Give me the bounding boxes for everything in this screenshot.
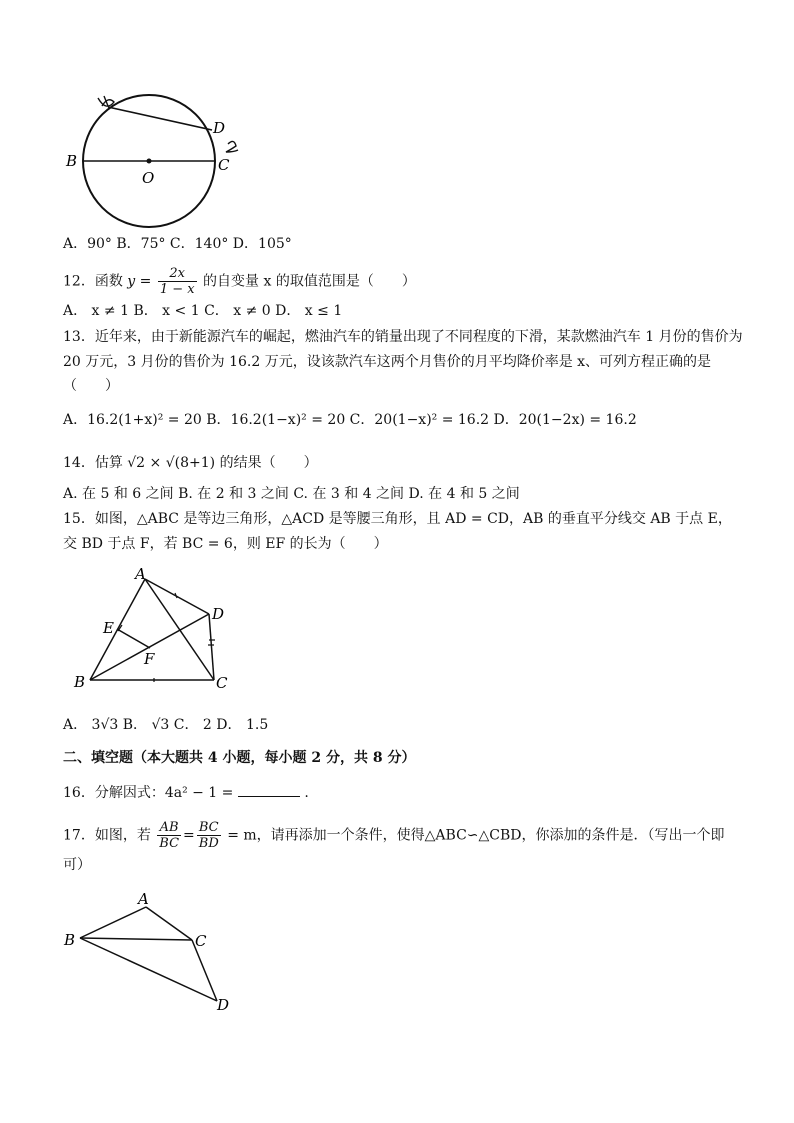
q16-answer-blank[interactable] <box>238 782 300 797</box>
q17-f1-num: AB <box>157 820 181 836</box>
q17-prefix: 17．如图，若 <box>63 827 151 844</box>
segment-DC <box>209 614 214 680</box>
q17-f2-den: BD <box>198 836 219 851</box>
label-A: A <box>138 890 149 908</box>
scribble-mark-right <box>226 141 238 152</box>
label-B: B <box>66 152 78 170</box>
scribble-mark <box>98 96 114 106</box>
label-E: E <box>103 619 114 637</box>
label-D: D <box>217 996 230 1014</box>
chord-AD <box>108 107 212 130</box>
q13-line3: （ ） <box>63 378 119 394</box>
q17-triangle-figure <box>60 890 240 1015</box>
section-2-title: 二、填空题（本大题共 4 小题，每小题 2 分，共 8 分） <box>63 750 416 766</box>
label-C: C <box>195 932 207 950</box>
q17-fraction-1 <box>157 820 181 851</box>
q17-f1-den: BC <box>159 836 180 851</box>
label-F: F <box>144 650 155 668</box>
q15-triangle-figure <box>70 565 245 695</box>
q13-line1: 13．近年来，由于新能源汽车的崛起，燃油汽车的销量出现了不同程度的下滑，某款燃油汽车 1 月份的售价为 <box>63 329 743 345</box>
q12-fraction-num: 2x <box>158 266 197 282</box>
label-D: D <box>212 605 225 623</box>
q15-options: A． 3√3 B． √3 C． 2 D． 1.5 <box>63 717 269 733</box>
q14-stem: 14．估算 √2 × √(8+1) 的结果（ ） <box>63 455 318 471</box>
label-O: O <box>142 169 155 187</box>
center-point <box>147 159 152 164</box>
label-D: D <box>213 119 226 137</box>
segment-AC <box>146 907 192 940</box>
q11-circle-figure <box>60 90 260 235</box>
q12-suffix: 的自变量 x 的取值范围是（ ） <box>203 273 416 290</box>
q15-line2: 交 BD 于点 F，若 BC = 6，则 EF 的长为（ ） <box>63 536 388 552</box>
label-B: B <box>74 673 86 691</box>
q17-mid: = m，请再添加一个条件，使得△ABC∽△CBD，你添加的条件是．（写出一个即 <box>227 827 725 844</box>
segment-BA <box>80 907 146 938</box>
q17-line2: 可） <box>63 857 91 873</box>
q12-func-y: y = <box>127 273 152 290</box>
q15-line1: 15．如图，△ABC 是等边三角形，△ACD 是等腰三角形，且 AD = CD，AB 的垂直平分线交 AB 于点 E， <box>63 511 732 527</box>
segment-BC <box>80 938 192 940</box>
segment-EF <box>117 629 150 648</box>
q16-stem <box>63 782 309 803</box>
label-B: B <box>64 931 76 949</box>
q12-fraction-den: 1 − x <box>159 282 195 297</box>
label-C: C <box>218 156 230 174</box>
q17-stem: 17．如图，若 $\frac{AB}{BC}$ = $\frac{BC}{BD}$ = m，请再添加一个条件，使得△ABC∽△CBD，你添加的条件是．（写出一个即 <box>63 820 725 851</box>
q12-stem <box>63 266 416 297</box>
q16-suffix: . <box>304 785 309 801</box>
q12-prefix: 12．函数 <box>63 273 123 290</box>
q14-options: A. 在 5 和 6 之间 B. 在 2 和 3 之间 C. 在 3 和 4 之间 D. 在 4 和 5 之间 <box>63 486 520 502</box>
q17-fraction-2 <box>197 820 221 851</box>
label-C: C <box>216 674 228 692</box>
q13-line2: 20 万元，3 月份的售价为 16.2 万元，设该款汽车这两个月售价的月平均降价率是 x、可列方程正确的是 <box>63 354 712 370</box>
q13-options: A．16.2(1+x)² = 20 B．16.2(1−x)² = 20 C．20(1−x)² = 16.2 D．20(1−2x) = 16.2 <box>63 412 637 428</box>
segment-AC <box>145 579 214 680</box>
q16-prefix: 16．分解因式：4a² − 1 = <box>63 785 234 801</box>
q12-options: A． x ≠ 1 B． x < 1 C． x ≠ 0 D． x ≤ 1 <box>63 303 343 319</box>
q12-fraction <box>158 266 197 297</box>
q11-options: A．90° B．75° C．140° D．105° <box>63 236 292 252</box>
q17-f2-num: BC <box>197 820 221 836</box>
label-A: A <box>135 565 146 583</box>
